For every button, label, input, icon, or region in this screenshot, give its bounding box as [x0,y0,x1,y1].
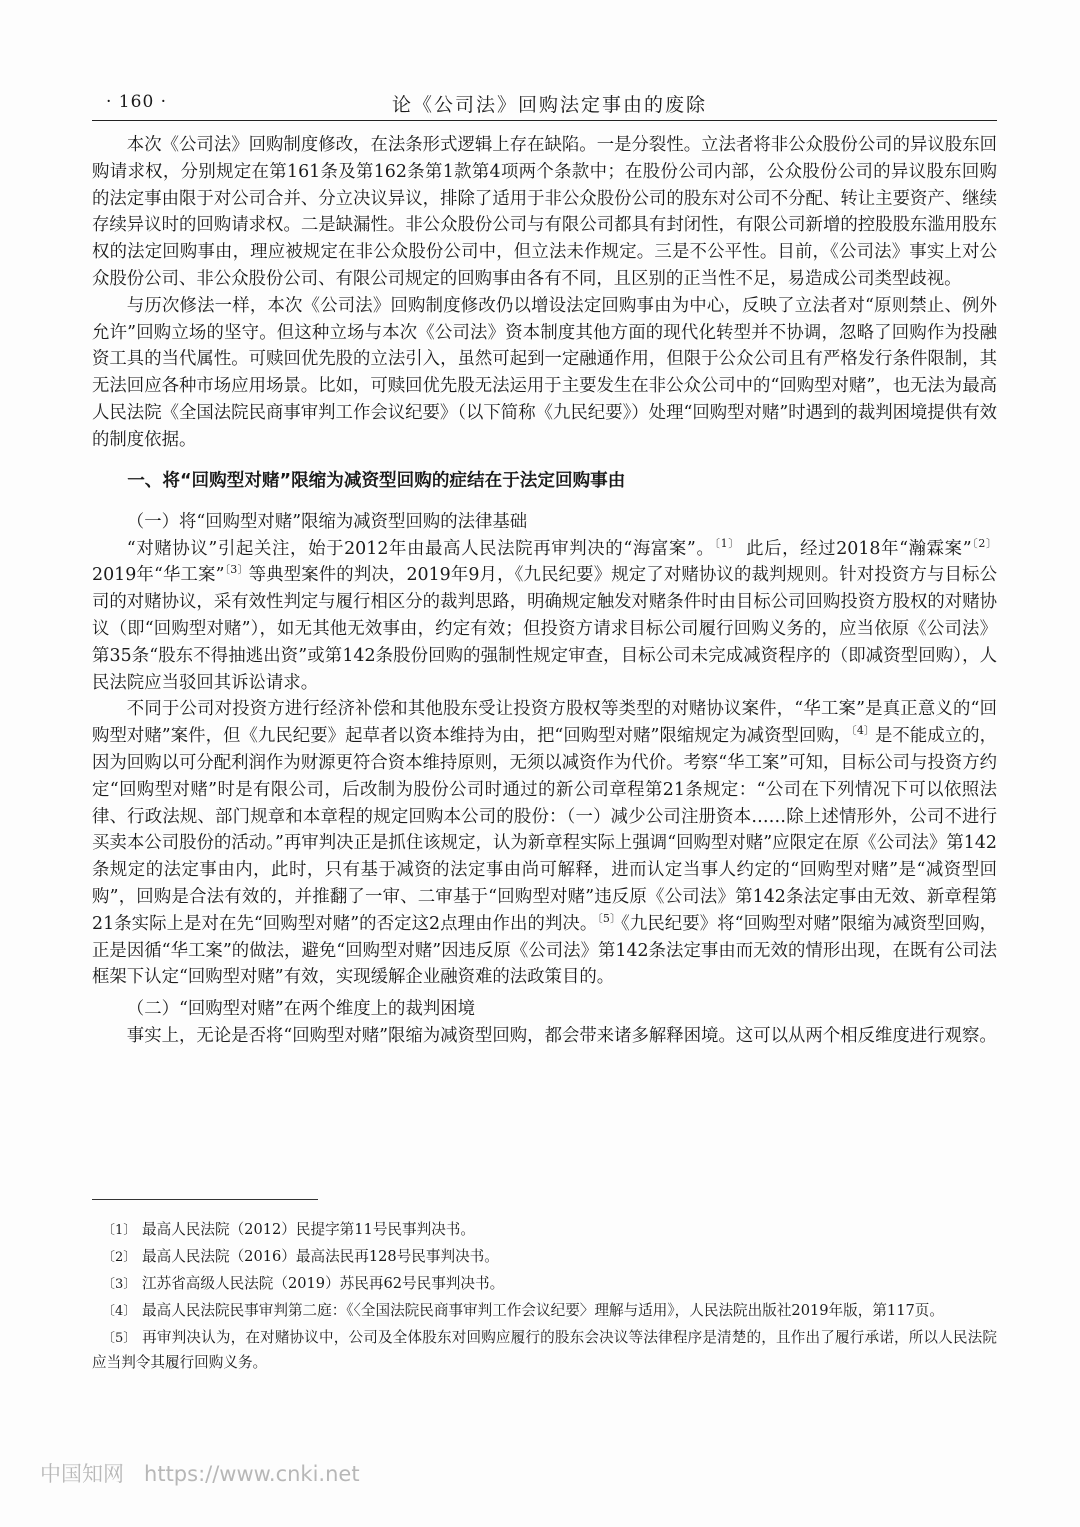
footnote-ref[interactable]: 〔4〕 [851,724,875,738]
footnote-divider [92,1199,318,1200]
footnote-mark: 〔5〕 [102,1331,137,1346]
footnote-text: 最高人民法院（2012）民提字第11号民事判决书。 [142,1221,475,1238]
footnote [92,1272,997,1297]
footnote-text: 江苏省高级人民法院（2019）苏民再62号民事判决书。 [142,1275,505,1292]
footnote-text: 最高人民法院（2016）最高法民再128号民事判决书。 [142,1248,499,1265]
footnote [92,1326,997,1375]
footnote-text: 再审判决认为，在对赌协议中，公司及全体股东对回购应履行的股东会决议等法律程序是清楚的，且作出了履行承诺，所以人民法院应当判令其履行回购义务。 [92,1329,997,1371]
paragraph [92,536,997,697]
footnote-mark: 〔2〕 [102,1250,137,1265]
subsection-heading: （一）将“回购型对赌”限缩为减资型回购的法律基础 [126,511,528,532]
footnote-text: 最高人民法院民事审判第二庭：《〈全国法院民商事审判工作会议纪要〉理解与适用》，人民法院出版社2019年版，第117页。 [142,1302,944,1319]
paragraph-text: 2019年“华工案” [92,565,225,586]
running-header [92,86,997,121]
footnote-ref[interactable]: 〔5〕 [597,911,622,925]
paragraph: 与历次修法一样，本次《公司法》回购制度修改仍以增设法定回购事由为中心，反映了立法者对“原则禁止、例外允许”回购立场的坚守。但这种立场与本次《公司法》资本制度其他方面的现代化转型并不协调，忽略了回购作为投融资工具的当代属性。可赎回优先股的立法引入，虽然可起到一定融通作用，但限于公众公司且有严格发行条件限制，其无法回应各种市场应用场景。比如，可赎回优先股无法运用于主要发生在非公众公司中的“回购型对赌”，也无法为最高人民法院《全国法院民商事审判工作会议纪要》（以下简称《九民纪要》）处理“回购型对赌”时遇到的裁判困境提供有效的制度依据。 [92,295,997,450]
paragraph-text: 《九民纪要》将“回购型对赌”限缩为减资型回购，正是因循“华工案”的做法，避免“回购型对赌”因违反原《公司法》第142条法定事由而无效的情形出现，在既有公司法框架下认定“回购型对赌”有效，实现缓解企业融资难的法政策目的。 [92,913,998,988]
paragraph: 事实上，无论是否将“回购型对赌”限缩为减资型回购，都会带来诸多解释困境。这可以从两个相反维度进行观察。 [126,1026,997,1047]
footnote [92,1245,997,1270]
footnote-mark: 〔4〕 [102,1304,137,1319]
paragraph-text: “对赌协议”引起关注，始于2012年由最高人民法院再审判决的“海富案”。 [126,538,715,559]
body-text [92,132,997,1050]
page-number: · 160 · [106,92,168,112]
paragraph-text: 不同于公司对投资方进行经济补偿和其他股东受让投资方股权等类型的对赌协议案件，“华工案”是真正意义的“回购型对赌”案件，但《九民纪要》起草者以资本维持为由，把“回购型对赌”限缩规定为减资型回购， [92,699,997,747]
footnote-ref[interactable]: 〔2〕 [971,536,998,550]
footnote-mark: 〔3〕 [102,1277,137,1292]
paragraph: 本次《公司法》回购制度修改，在法条形式逻辑上存在缺陷。一是分裂性。立法者将非公众股份公司的异议股东回购请求权，分别规定在第161条及第162条第1款第4项两个条款中；在股份公司内部，公众股份公司的异议股东回购的法定事由限于对公司合并、分立决议异议，排除了适用于非公众股份公司的股东对公司不分配、转让主要资产、继续存续异议时的回购请求权。二是缺漏性。非公众股份公司与有限公司都具有封闭性，有限公司新增的控股股东滥用股东权的法定回购事由，理应被规定在非公众股份公司中，但立法未作规定。三是不公平性。目前，《公司法》事实上对公众股份公司、非公众股份公司、有限公司规定的回购事由各有不同，且区别的正当性不足，易造成公司类型歧视。 [92,135,997,289]
running-title: 论《公司法》回购法定事由的废除 [392,94,708,116]
paragraph-text: 等典型案件的判决，2019年9月，《九民纪要》规定了对赌协议的裁判规则。针对投资方与目标公司的对赌协议，采有效性判定与履行相区分的裁判思路，明确规定触发对赌条件时由目标公司回购投资方股权的对赌协议（即“回购型对赌”），如无其他无效事由，约定有效；但投资方请求目标公司履行回购义务的，应当依原《公司法》第35条“股东不得抽逃出资”或第142条股份回购的强制性规定审查，目标公司未完成减资程序的（即减资型回购），人民法院应当驳回其诉讼请求。 [92,565,997,693]
cnki-watermark: 中国知网 https://www.cnki.net [40,1462,360,1486]
paragraph [92,696,997,991]
footnote-ref[interactable]: 〔1〕 [714,536,740,550]
footnotes [92,1218,997,1377]
paragraph-text: 此后，经过2018年“瀚霖案” [739,538,972,559]
subsection-heading: （二）“回购型对赌”在两个维度上的裁判困境 [126,999,476,1020]
footnote [92,1218,997,1243]
footnote [92,1299,997,1324]
section-heading: 一、将“回购型对赌”限缩为减资型回购的症结在于法定回购事由 [127,470,626,491]
footnote-mark: 〔1〕 [102,1223,137,1238]
paragraph-text: 是不能成立的，因为回购以可分配利润作为财源更符合资本维持原则，无须以减资作为代价。考察“华工案”可知，目标公司与投资方约定“回购型对赌”时是有限公司，后改制为股份公司时通过的新公司章程第21条规定：“公司在下列情况下可以依照法律、行政法规、部门规章和本章程的规定回购本公司的股份：（一）减少公司注册资本……除上述情形外，公司不进行买卖本公司股份的活动。”再审判决正是抓住该规定，认为新章程实际上强调“回购型对赌”应限定在原《公司法》第142条规定的法定事由内，此时，只有基于减资的法定事由尚可解释，进而认定当事人约定的“回购型对赌”是“减资型回购”，回购是合法有效的，并推翻了一审、二审基于“回购型对赌”违反原《公司法》第142条法定事由无效、新章程第21条实际上是对在先“回购型对赌”的否定这2点理由作出的判决。 [92,726,997,934]
footnote-ref[interactable]: 〔3〕 [224,563,249,577]
